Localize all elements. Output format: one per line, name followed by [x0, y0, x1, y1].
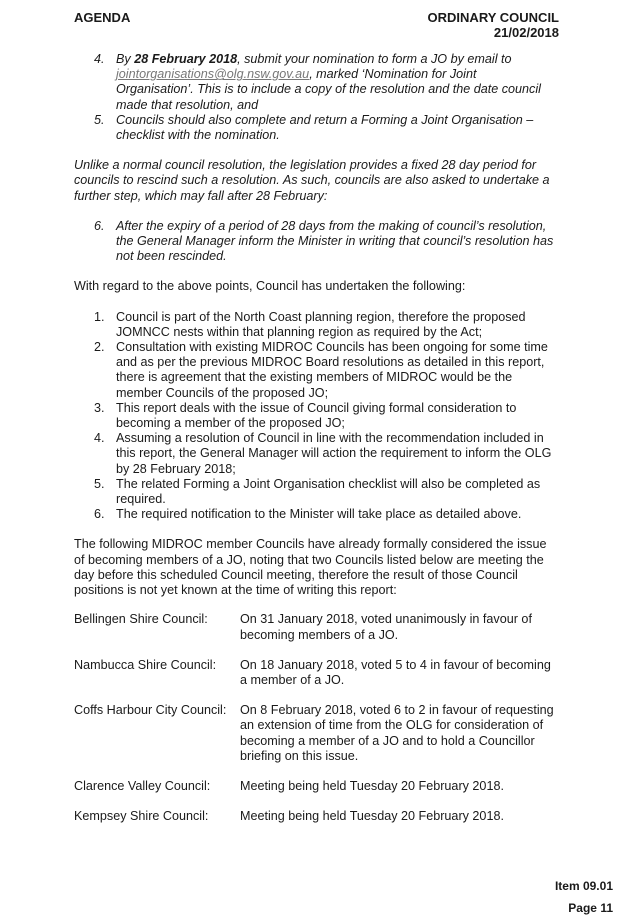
nomination-steps-list [74, 52, 556, 143]
list-number: 5. [94, 112, 105, 127]
list-text: After the expiry of a period of 28 days from the making of council’s resolution, the General Manager inform the Minister in writing that council’s resolution has not been rescinded. [116, 218, 554, 264]
council-name: Nambucca Shire Council: [74, 657, 217, 672]
list-item [74, 477, 556, 507]
body-content [74, 52, 556, 839]
council-name: Clarence Valley Council: [74, 778, 211, 793]
list-text-pre: By [116, 52, 135, 66]
list-item [74, 431, 556, 477]
further-step-list [74, 219, 556, 265]
table-row [74, 779, 556, 794]
council-name: Coffs Harbour City Council: [74, 703, 227, 718]
council-name: Bellingen Shire Council: [74, 612, 208, 627]
header-agenda: AGENDA [74, 10, 131, 25]
email-link[interactable]: jointorganisations@olg.nsw.gov.au [116, 67, 310, 82]
table-row [74, 658, 556, 688]
list-number: 6. [94, 218, 105, 233]
header-meeting-title: ORDINARY COUNCIL [427, 10, 559, 25]
list-text: Council is part of the North Coast planning region, therefore the proposed JOMNCC nests within that planning region as required by the Act; [116, 309, 526, 339]
list-item [74, 113, 556, 143]
council-status: On 8 February 2018, voted 6 to 2 in favour of requesting an extension of time from the OLG for consideration of becoming a member of a JO and to hold a Councillor briefing on this issue. [240, 703, 554, 763]
table-row [74, 612, 556, 642]
list-text-mid: , submit your nomination to form a JO by email to [237, 52, 512, 66]
undertaken-list [74, 310, 556, 523]
council-status: On 18 January 2018, voted 5 to 4 in favour of becoming a member of a JO. [240, 657, 551, 687]
deadline-date: 28 February 2018 [134, 52, 238, 66]
page-footer [555, 875, 613, 919]
council-positions-table [74, 612, 556, 824]
council-status: Meeting being held Tuesday 20 February 2018. [240, 809, 504, 824]
list-item [74, 52, 556, 113]
header-meeting-date: 21/02/2018 [493, 25, 559, 40]
list-text-post: , marked ‘Nomination for Joint Organisation’. This is to include a copy of the resolution and the date council made that resolution, and [116, 67, 541, 112]
list-number: 3. [94, 400, 105, 415]
list-number: 5. [94, 476, 105, 491]
council-status: On 31 January 2018, voted unanimously in favour of becoming members of a JO. [240, 612, 532, 642]
following-paragraph: The following MIDROC member Councils have already formally considered the issue of becoming members of a JO, noting that two Councils listed below are meeting the day before this scheduled Council meeting, therefore the result of those Council positions is not yet known at the time of writing this report: [74, 537, 547, 598]
list-item [74, 401, 556, 431]
header-meeting [428, 10, 559, 40]
list-number: 1. [94, 309, 105, 324]
list-item [74, 507, 556, 522]
list-item [74, 219, 556, 265]
table-row [74, 703, 556, 764]
list-number: 4. [94, 52, 105, 66]
list-text: The required notification to the Minister will take place as detailed above. [116, 507, 522, 522]
list-number: 4. [94, 431, 105, 446]
list-text: Assuming a resolution of Council in line with the recommendation included in this report, the General Manager will action the requirement to inform the OLG by 28 February 2018; [116, 431, 552, 476]
page-number: Page 11 [568, 901, 613, 915]
list-item [74, 310, 556, 340]
list-number: 6. [94, 507, 105, 522]
item-number: Item 09.01 [554, 879, 613, 893]
list-text: Councils should also complete and return a Forming a Joint Organisation – checklist with the nomination. [116, 112, 534, 143]
list-item [74, 340, 556, 401]
list-number: 2. [94, 340, 105, 355]
list-text: Consultation with existing MIDROC Councils has been ongoing for some time and as per the previous MIDROC Board resolutions as detailed in this report, there is agreement that the existing members of MIDROC would be the member Councils of the proposed JO; [116, 340, 548, 400]
list-text: This report deals with the issue of Council giving formal consideration to becoming a member of the proposed JO; [116, 400, 517, 431]
list-text: The related Forming a Joint Organisation checklist will also be completed as required. [116, 476, 541, 507]
regard-paragraph: With regard to the above points, Council has undertaken the following: [74, 279, 466, 294]
rescind-paragraph: Unlike a normal council resolution, the legislation provides a fixed 28 day period for councils to rescind such a resolution. As such, councils are also asked to undertake a further step, which may fall after 28 February: [74, 158, 550, 203]
council-name: Kempsey Shire Council: [74, 809, 209, 824]
table-row [74, 809, 556, 824]
council-status: Meeting being held Tuesday 20 February 2018. [240, 778, 504, 793]
